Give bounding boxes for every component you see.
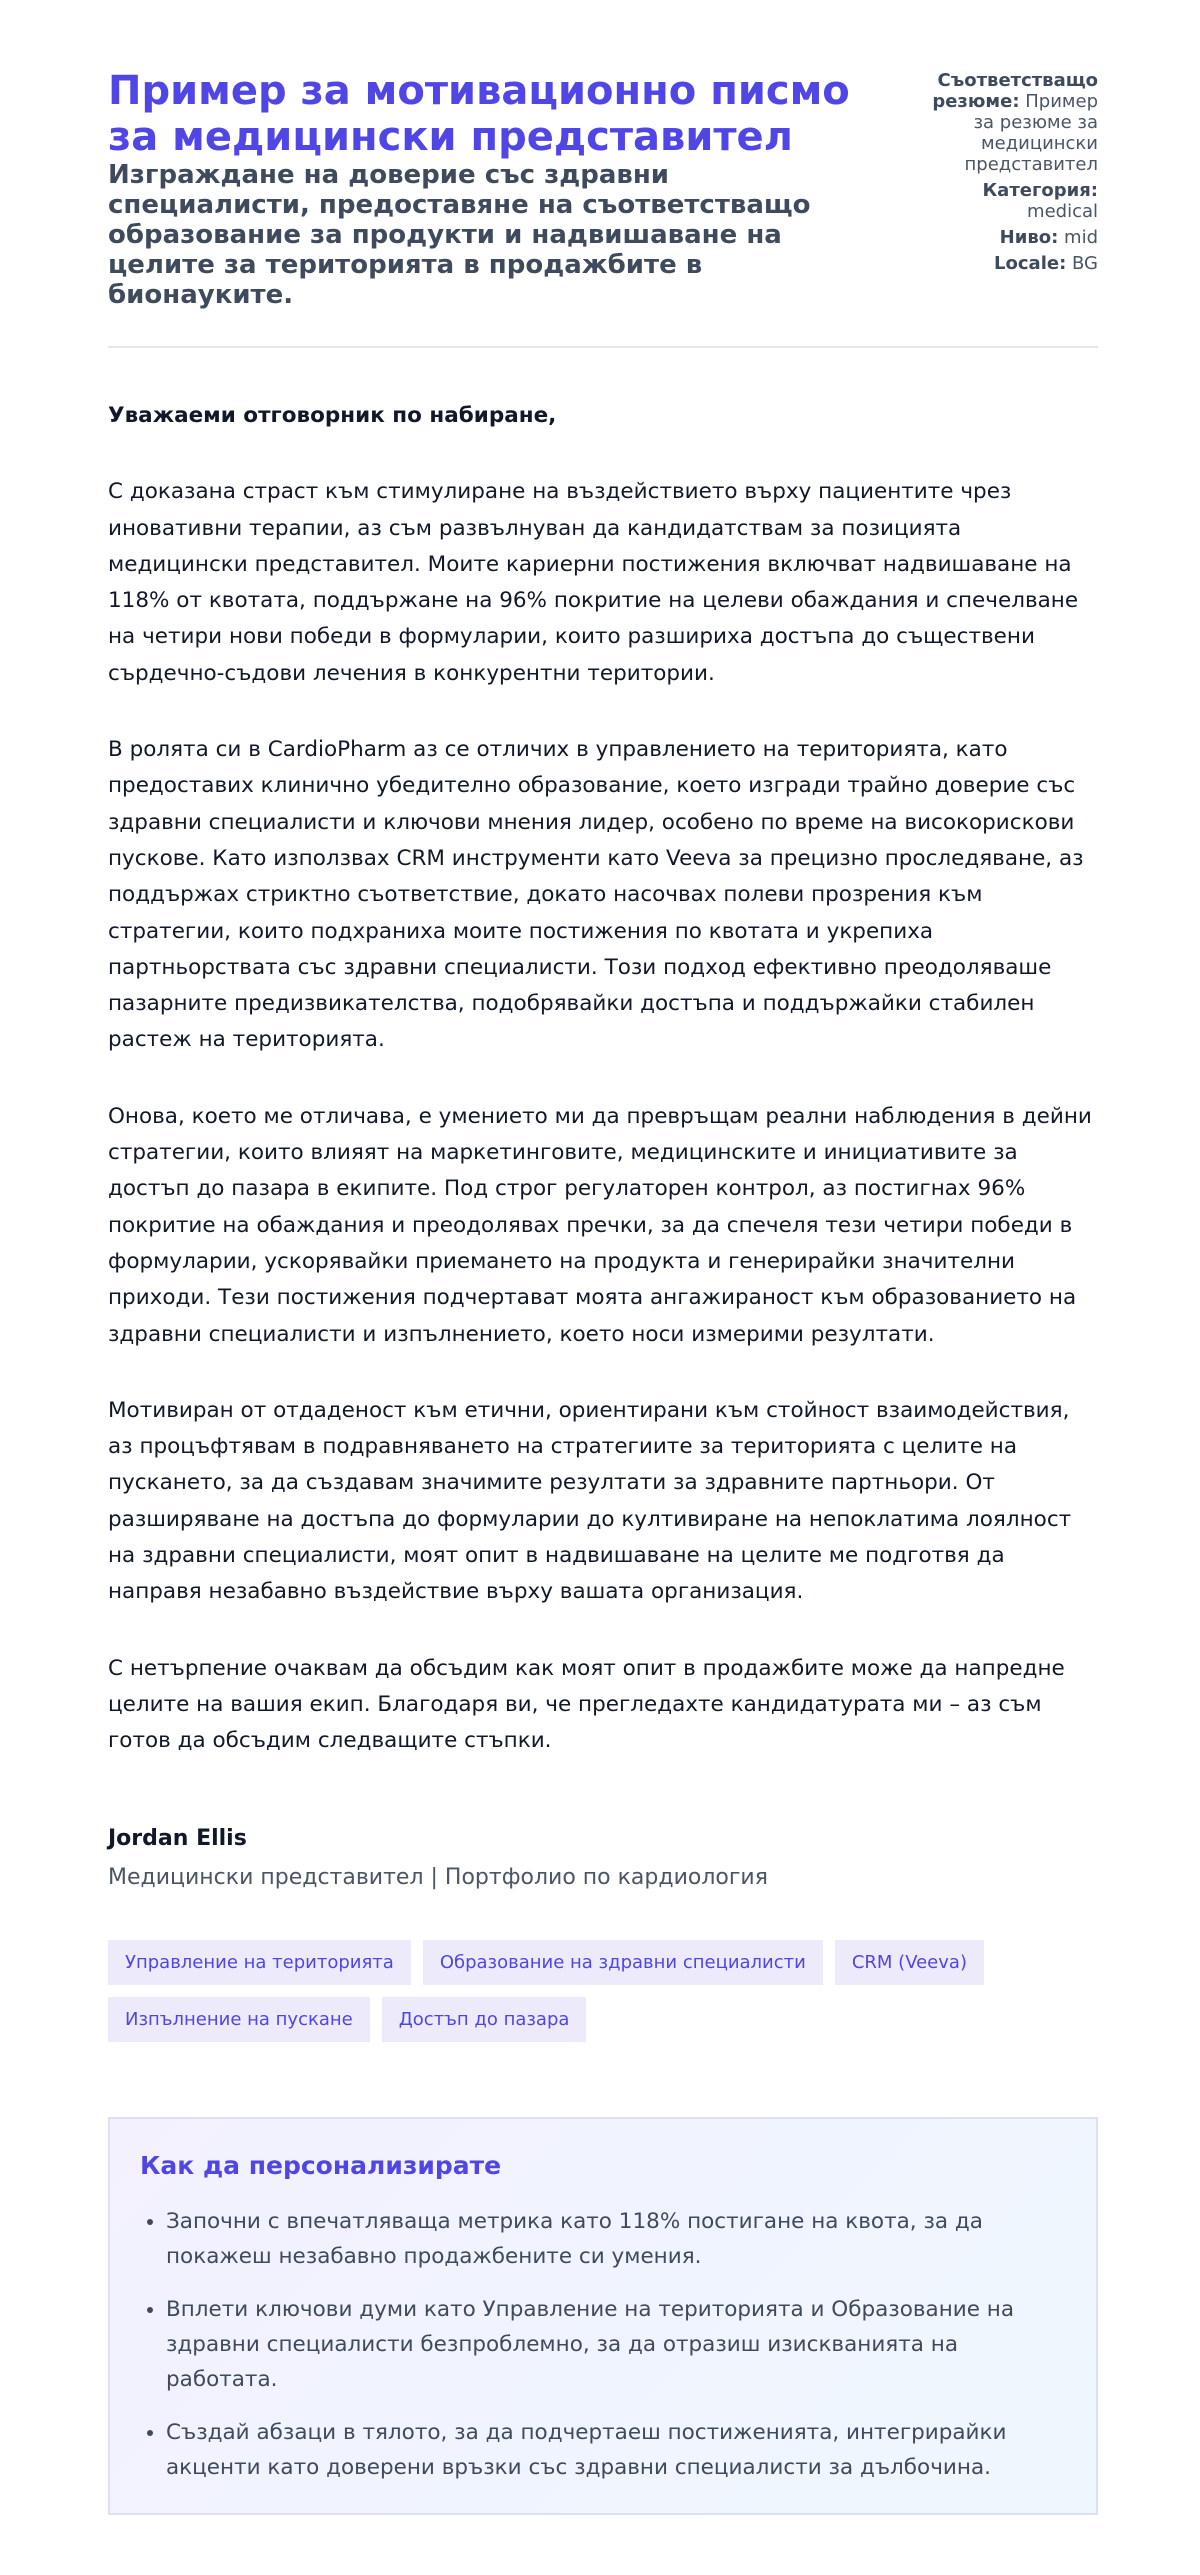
meta-locale bbox=[908, 253, 1098, 274]
meta-label: Категория: bbox=[982, 180, 1098, 201]
tip-item: • Започни с впечатляваща метрика като 118% постигане на квота, за да покажеш незабавно продажбените си умения. bbox=[166, 2204, 1066, 2274]
skill-tag: Достъп до пазара bbox=[382, 1997, 587, 2042]
tip-item: • Създай абзаци в тялото, за да подчертаеш постиженията, интегрирайки акценти като доверени връзки със здравни специалисти за дълбочина. bbox=[166, 2415, 1066, 2485]
meta-label: Ниво: bbox=[999, 227, 1059, 248]
personalization-tips bbox=[108, 2117, 1098, 2515]
skill-tag: Управление на територията bbox=[108, 1940, 411, 1985]
tips-list bbox=[140, 2204, 1066, 2485]
signature-name: Jordan Ellis bbox=[108, 1825, 247, 1851]
greeting: Уважаеми отговорник по набиране, bbox=[108, 403, 557, 428]
skill-tag: CRM (Veeva) bbox=[835, 1940, 984, 1985]
title-block bbox=[108, 68, 868, 310]
paragraph: С доказана страст към стимулиране на въздействието върху пациентите чрез иновативни терапии, аз съм развълнуван да кандидатствам за позицията медицински представител. Моите кариерни постижения включват надвишаване на 118% от квотата, поддържане на 96% покритие на целеви обаждания и спечелване на четири нови победи в формуларии, които разшириха достъпа до съществени сърдечно-съдови лечения в конкурентни територии. bbox=[108, 479, 1079, 686]
paragraph: В ролята си в CardioPharm аз се отличих в управлението на територията, като предоставих клинично убедително образование, което изгради трайно доверие със здравни специалисти и ключови мнения лидер, особено по време на високорискови пускове. Като използвах CRM инструменти като Veeva за прецизно проследяване, аз поддържах стриктно съответствие, докато насочвах полеви прозрения към стратегии, които подхраниха моите постижения по квотата и укрепиха партньорствата със здравни специалисти. Този подход ефективно преодоляваше пазарните предизвикателства, подобрявайки достъпа и поддържайки стабилен растеж на територията. bbox=[108, 737, 1084, 1053]
meta-value: medical bbox=[1027, 201, 1098, 222]
page-title: Пример за мотивационно писмо за медицински представител bbox=[108, 68, 850, 160]
meta-info bbox=[908, 68, 1098, 310]
paragraph: Мотивиран от отдаденост към етични, ориентирани към стойност взаимодействия, аз процъфтявам в подравняването на стратегиите за територията с целите на пускането, за да създавам значимите резултати за здравните партньори. От разширяване на достъпа до формуларии до култивиране на непоклатима лоялност на здравни специалисти, моят опит в надвишаване на целите ме подготвя да направя незабавно въздействие върху вашата организация. bbox=[108, 1397, 1072, 1605]
meta-value: BG bbox=[1072, 253, 1098, 274]
divider bbox=[108, 346, 1098, 348]
meta-value: mid bbox=[1064, 227, 1098, 248]
paragraph: Онова, което ме отличава, е умението ми да превръщам реални наблюдения в дейни стратегии, които влияят на маркетинговите, медицинските и инициативите за достъп до пазара в екипите. Под строг регулаторен контрол, аз постигнах 96% покритие на обаждания и преодолявах пречки, за да спечеля тези четири победи в формуларии, ускорявайки приемането на продукта и генерирайки значителни приходи. Тези постижения подчертават моята ангажираност към образованието на здравни специалисти и изпълнението, което носи измерими резултати. bbox=[108, 1103, 1092, 1347]
paragraph: С нетърпение очаквам да обсъдим как моят опит в продажбите може да напредне целите на вашия екип. Благодаря ви, че прегледахте кандидатурата ми – аз съм готов да обсъдим следващите стъпки. bbox=[108, 1655, 1065, 1754]
tip-item: • Вплети ключови думи като Управление на територията и Образование на здравни специалисти безпроблемно, за да отразиш изискванията на работата. bbox=[166, 2292, 1066, 2397]
meta-category bbox=[908, 180, 1098, 222]
skill-tag: Образование на здравни специалисти bbox=[423, 1940, 823, 1985]
tips-title: Как да персонализирате bbox=[140, 2150, 502, 2180]
letter-body bbox=[108, 398, 1098, 1760]
meta-value: Пример за резюме за медицински представител bbox=[964, 91, 1098, 175]
meta-label: Locale: bbox=[994, 253, 1067, 274]
skill-tag: Изпълнение на пускане bbox=[108, 1997, 370, 2042]
meta-matching-resume bbox=[908, 70, 1098, 175]
page-subtitle: Изграждане на доверие със здравни специалисти, предоставяне на съответстващо образование за продукти и надвишаване на целите за територията в продажбите в бионауките. bbox=[108, 160, 811, 310]
header bbox=[108, 68, 1098, 310]
signature-role: Медицински представител | Портфолио по кардиология bbox=[108, 1864, 768, 1890]
meta-level bbox=[908, 227, 1098, 248]
meta-label: Съответстващо резюме: bbox=[932, 70, 1098, 112]
skill-tags bbox=[108, 1940, 1008, 2042]
